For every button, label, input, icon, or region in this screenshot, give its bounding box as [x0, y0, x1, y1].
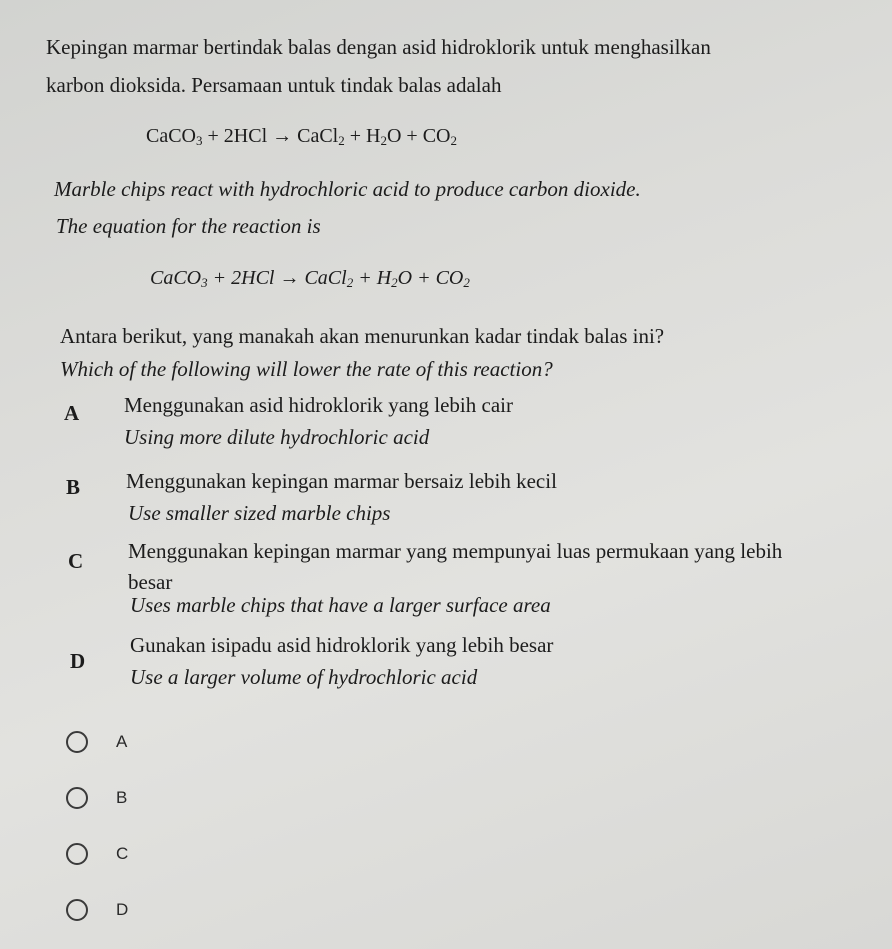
- radio-c[interactable]: [66, 843, 88, 865]
- option-c-ms-line-1: Menggunakan kepingan marmar yang mempunyai luas permukaan yang lebih: [128, 539, 783, 563]
- option-d-ms: Gunakan isipadu asid hidroklorik yang lebih besar: [130, 633, 554, 657]
- answer-label-c: C: [116, 844, 129, 863]
- option-a-en: Using more dilute hydrochloric acid: [124, 425, 430, 449]
- intro-en-line-1: Marble chips react with hydrochloric acid to produce carbon dioxide.: [54, 177, 641, 201]
- intro-ms-line-1: Kepingan marmar bertindak balas dengan asid hidroklorik untuk menghasilkan: [46, 35, 711, 59]
- option-c-en: Uses marble chips that have a larger surface area: [130, 593, 551, 617]
- radio-a[interactable]: [66, 731, 88, 753]
- answer-choice-a[interactable]: [66, 727, 127, 757]
- answer-label-b: B: [116, 788, 128, 807]
- option-d-en: Use a larger volume of hydrochloric acid: [130, 665, 478, 689]
- answer-choice-b[interactable]: [66, 783, 127, 813]
- equation-en: CaCO$_3$ + 2HCl → CaCl$_2$ + $H_2O + CO_2$: [150, 267, 470, 290]
- intro-ms-line-2: karbon dioksida. Persamaan untuk tindak balas adalah: [46, 73, 502, 97]
- answer-choice-c[interactable]: [66, 839, 128, 869]
- answer-choice-d[interactable]: [66, 895, 128, 925]
- option-c-letter: C: [68, 549, 84, 573]
- answer-label-a: A: [116, 732, 128, 751]
- option-b-letter: B: [66, 475, 81, 499]
- option-d-letter: D: [70, 649, 86, 673]
- radio-b[interactable]: [66, 787, 88, 809]
- intro-en-line-2: The equation for the reaction is: [56, 214, 321, 238]
- option-b-ms: Menggunakan kepingan marmar bersaiz lebih kecil: [126, 469, 557, 493]
- option-a-letter: A: [64, 401, 80, 425]
- option-b-en: Use smaller sized marble chips: [128, 501, 391, 525]
- prompt-ms: Antara berikut, yang manakah akan menurunkan kadar tindak balas ini?: [60, 324, 665, 348]
- option-c-ms-line-2: besar: [128, 570, 173, 594]
- prompt-en: Which of the following will lower the rate of this reaction?: [60, 357, 553, 381]
- radio-d[interactable]: [66, 899, 88, 921]
- option-a-ms: Menggunakan asid hidroklorik yang lebih cair: [124, 393, 513, 417]
- equation-ms: CaCO$_3$ + 2HCl → CaCl$_2$ + $H_2O + CO_2$: [146, 125, 457, 148]
- answer-label-d: D: [116, 900, 129, 919]
